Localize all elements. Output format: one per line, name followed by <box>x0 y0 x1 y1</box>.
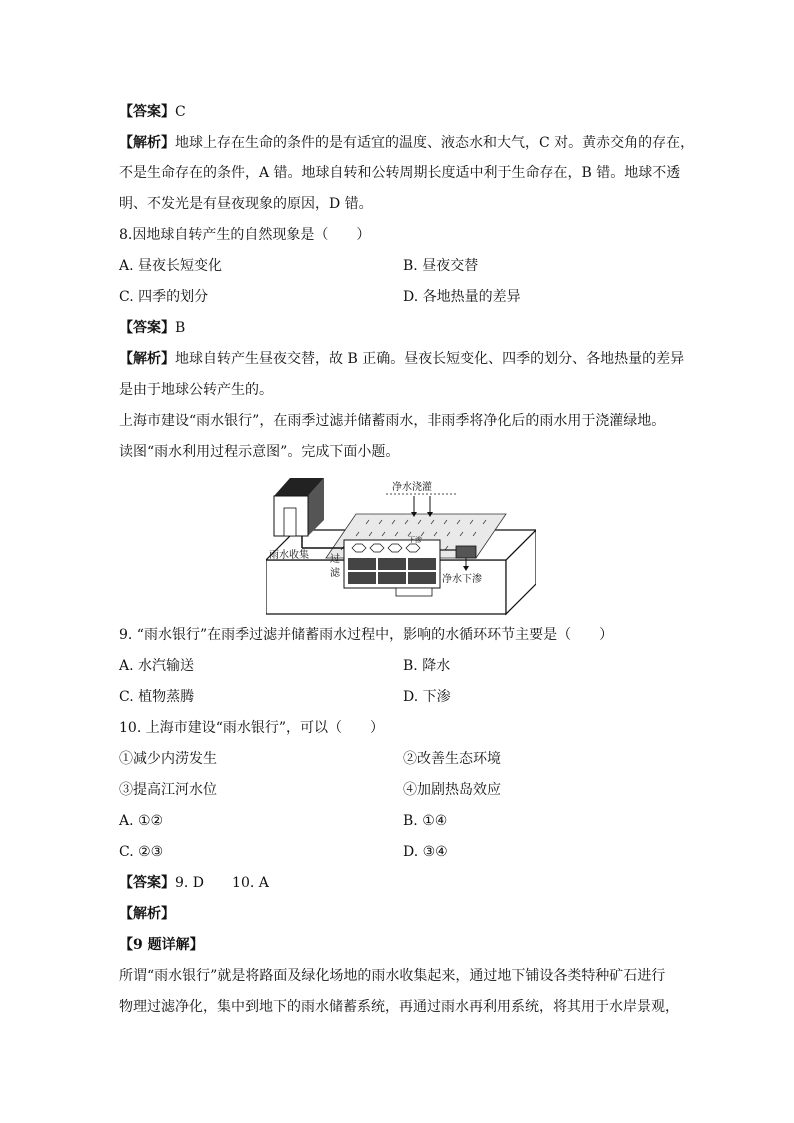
question-10-option-d: D. ③④ <box>403 844 448 860</box>
infiltration-unit <box>456 546 476 558</box>
explanation-tag: 【解析】 <box>119 135 175 151</box>
answer-tag: 【答案】 <box>119 104 175 120</box>
explanation-2-line-1 <box>119 349 684 369</box>
detail-line-1: 所谓“雨水银行”就是将路面及绿化场地的雨水收集起来，通过地下铺设各类特种矿石进行 <box>119 968 666 984</box>
question-9-option-a: A. 水汽输送 <box>119 658 195 674</box>
label-irrigate: 净水浇灌 <box>392 482 432 493</box>
question-10-item-3: ③提高江河水位 <box>119 782 217 798</box>
question-9-option-d: D. 下渗 <box>403 689 451 705</box>
question-8-option-a: A. 昼夜长短变化 <box>119 258 223 274</box>
question-10-item-1: ①减少内涝发生 <box>119 751 217 767</box>
label-collect: 雨水收集 <box>269 550 309 561</box>
detail-tag: 【9 题详解】 <box>119 937 204 953</box>
explanation-3 <box>119 904 175 924</box>
label-filter-2: 滤 <box>330 568 340 579</box>
question-10-item-2: ②改善生态环境 <box>403 751 501 767</box>
detail-9-heading <box>119 935 204 955</box>
answer-tag: 【答案】 <box>119 875 175 891</box>
question-9-option-b: B. 降水 <box>403 658 451 674</box>
explanation-1-line-2: 不是生命存在的条件，A 错。地球自转和公转周期长度适中利于生命存在，B 错。地球不透 <box>119 165 681 181</box>
question-8-stem: 8.因地球自转产生的自然现象是（ ） <box>119 227 371 243</box>
question-8-option-d: D. 各地热量的差异 <box>403 289 521 305</box>
explanation-text: 地球自转产生昼夜交替，故 B 正确。昼夜长短变化、四季的划分、各地热量的差异 <box>175 351 685 367</box>
question-9-stem: 9. “雨水银行”在雨季过滤并储蓄雨水过程中，影响的水循环环节主要是（ ） <box>119 627 614 643</box>
explanation-1-line-3: 明、不发光是有昼夜现象的原因，D 错。 <box>119 196 373 212</box>
intro-line-2: 读图“雨水利用过程示意图”。完成下面小题。 <box>119 444 400 460</box>
diagram-svg <box>266 470 536 616</box>
explanation-text: 地球上存在生命的条件的是有适宜的温度、液态水和大气，C 对。黄赤交角的存在， <box>175 135 695 151</box>
explanation-1-line-1 <box>119 133 695 153</box>
rainwater-utilization-diagram <box>266 470 536 616</box>
question-10-option-a: A. ①② <box>119 813 164 829</box>
question-8-option-c: C. 四季的划分 <box>119 289 209 305</box>
question-9-option-c: C. 植物蒸腾 <box>119 689 195 705</box>
intro-line-1: 上海市建设“雨水银行”，在雨季过滤并储蓄雨水，非雨季将净化后的雨水用于浇灌绿地。 <box>119 413 666 429</box>
label-filter-1: 过 <box>330 554 340 565</box>
label-infiltrate: 净水下渗 <box>442 574 482 585</box>
answer-value: 9. D 10. A <box>175 875 269 891</box>
question-10-option-b: B. ①④ <box>403 813 448 829</box>
explanation-tag: 【解析】 <box>119 906 175 922</box>
house-door <box>284 508 296 536</box>
answer-value: B <box>175 320 186 336</box>
question-10-item-4: ④加剧热岛效应 <box>403 782 501 798</box>
question-10-stem: 10. 上海市建设“雨水银行”，可以（ ） <box>119 720 385 736</box>
answer-3 <box>119 873 269 893</box>
answer-tag: 【答案】 <box>119 320 175 336</box>
tank-outlet <box>396 588 432 596</box>
explanation-tag: 【解析】 <box>119 351 175 367</box>
detail-line-2: 物理过滤净化，集中到地下的雨水储蓄系统，再通过雨水再利用系统，将其用于水岸景观， <box>119 999 679 1015</box>
label-small-infiltrate: 下渗 <box>408 536 422 544</box>
answer-2 <box>119 318 185 338</box>
question-10-option-c: C. ②③ <box>119 844 164 860</box>
question-8-option-b: B. 昼夜交替 <box>403 258 479 274</box>
answer-value: C <box>175 104 186 120</box>
answer-1 <box>119 102 186 122</box>
explanation-2-line-2: 是由于地球公转产生的。 <box>119 382 273 398</box>
